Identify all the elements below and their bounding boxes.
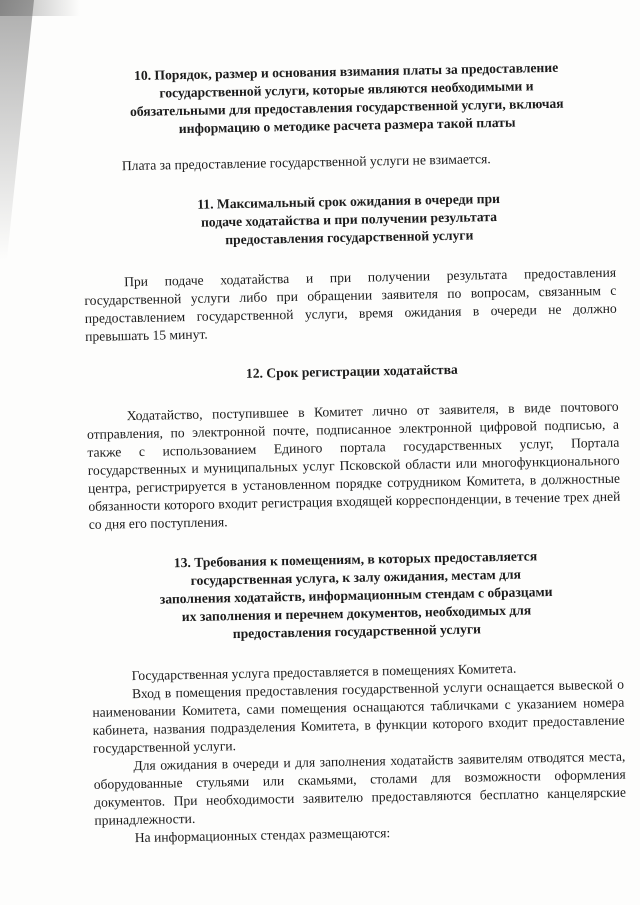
section-13-paragraph-4: На информационных стендах размещаются: [134, 825, 391, 846]
document-body [80, 58, 627, 848]
section-10-paragraph: Плата за предоставление государственной услуги не взимается. [121, 151, 491, 174]
section-13-paragraph-3: Для ожидания в очереди и для заполнения ходатайств заявителям отводятся места, оборудованные стульями или скамьями, столами для возможности оформления документов. При необходимости заявителю предоставляются бесплатно канцелярские принадлежности. [93, 748, 627, 828]
section-10-heading: 10. Порядок, размер и основания взимания платы за предоставление государственной услуги, которые являются необходимыми и обязательными для предоставления государственной услуги, включая информацию о методике расчета размера такой платы [129, 59, 564, 137]
section-12-heading: 12. Срок регистрации ходатайства [245, 361, 458, 381]
section-12-paragraph: Ходатайство, поступившее в Комитет лично от заявителя, в виде почтового отправления, по электронной почте, подписанное электронной цифровой подписью, а также с использованием Единого портала государственных услуг, Портала государственных и муниципальных услуг Псковской области или многофункционального центра, регистрируется в установленном порядке сотрудником Комитета, в должностные обязанности которого входит регистрация входящей корреспонденции, в течение трех дней со дня его поступления. [86, 398, 621, 532]
section-11-paragraph: При подаче ходатайства и при получении результата предоставления государственной услуги либо при обращении заявителя по вопросам, связанным с предоставлением государственной услуги, время ожидания в очереди не должно превышать 15 минут. [84, 264, 617, 344]
section-11-heading: 11. Максимальный срок ожидания в очереди при подаче ходатайства и при получении результата предоставления государственной услуги [197, 190, 501, 248]
scan-shadow [0, 0, 34, 260]
section-13-paragraph-2: Вход в помещения предоставления государственной услуги оснащается вывеской о наименовании Комитета, сами помещения оснащаются табличками с указанием номера кабинета, названия подразделения Комитета, в функции которого входит предоставление государственной услуги. [92, 676, 625, 756]
section-13-heading: 13. Требования к помещениям, в которых предоставляется государственная услуга, к залу ожидания, местам для заполнения ходатайств, информационным стендам с образцами их заполнения и перечнем документов, необходимых для предоставления государственной услуги [159, 548, 553, 642]
section-13-paragraph-1: Государственная услуга предоставляется в помещениях Комитета. [131, 660, 517, 684]
scan-shadow-top [0, 0, 80, 16]
